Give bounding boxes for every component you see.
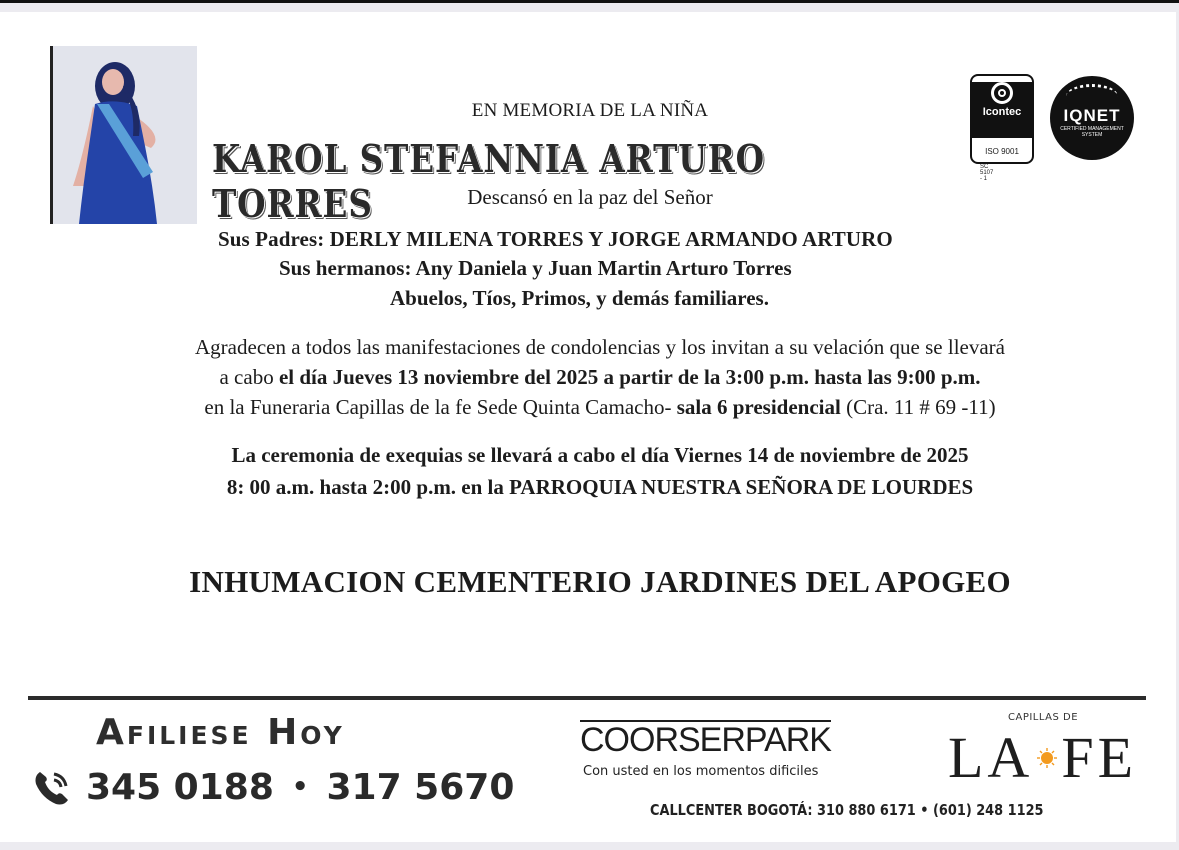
exequias-line-2: 8: 00 a.m. hasta 2:00 p.m. en la PARROQUIA NUESTRA SEÑORA DE LOURDES (226, 475, 974, 499)
callcenter-line: CALLCENTER BOGOTÁ: 310 880 6171 • (601) 248 1125 (650, 801, 1044, 819)
velacion-address: (Cra. 11 # 69 -11) (840, 395, 996, 419)
top-border (0, 0, 1179, 3)
iqnet-logo (1050, 76, 1134, 160)
sun-icon (1037, 748, 1057, 768)
icontec-label: Icontec (982, 106, 1022, 118)
coorserpark-tagline: Con usted en los momentos dificiles (583, 764, 819, 779)
velacion-venue: en la Funeraria Capillas de la fe Sede Quinta Camacho- (204, 395, 677, 419)
iqnet-sub: CERTIFIED MANAGEMENT SYSTEM (1060, 126, 1124, 138)
velacion-line-1: Agradecen a todos las manifestaciones de condolencias y los invitan a su velación que se llevará (195, 335, 1005, 359)
lafe-left: LA (948, 725, 1034, 790)
velacion-line-3 (60, 395, 1140, 420)
lafe-right: FE (1061, 725, 1138, 790)
phone-numbers (32, 766, 514, 808)
deceased-name: KAROL STEFANNIA ARTURO TORRES (212, 136, 765, 226)
velacion-date-time: el día Jueves 13 noviembre del 2025 a partir de la 3:00 p.m. hasta las 9:00 p.m. (278, 365, 981, 389)
exequias-line-1: La ceremonia de exequias se llevará a cabo el día Viernes 14 de noviembre de 2025 (231, 443, 969, 467)
afiliese-heading: Afiliese Hoy (96, 712, 345, 753)
parents-line: Sus Padres: DERLY MILENA TORRES Y JORGE ARMANDO ARTURO (218, 227, 893, 251)
lafe-caption: CAPILLAS DE (1008, 712, 1079, 723)
icontec-ring-icon (991, 82, 1013, 104)
phone-separator: • (291, 772, 309, 802)
phone-1[interactable]: 345 0188 (86, 766, 274, 808)
portrait-image (53, 46, 197, 224)
memoria-heading: EN MEMORIA DE LA NIÑA (471, 100, 709, 121)
obituary-card (0, 12, 1176, 842)
velacion-line-2-prefix: a cabo (219, 365, 279, 389)
phone-2[interactable]: 317 5670 (326, 766, 515, 808)
memorial-photo (50, 46, 197, 224)
coorserpark-logo: COORSERPARK (580, 721, 831, 759)
icontec-logo (970, 74, 1034, 164)
velacion-line-2 (60, 365, 1140, 390)
inhumacion-line: INHUMACION CEMENTERIO JARDINES DEL APOGEO (189, 564, 1011, 599)
descanso-text: Descansó en la paz del Señor (467, 185, 713, 209)
relatives-line: Abuelos, Tíos, Primos, y demás familiares. (390, 286, 769, 310)
siblings-line: Sus hermanos: Any Daniela y Juan Martin Arturo Torres (279, 256, 792, 280)
footer-divider (28, 696, 1146, 700)
iqnet-label: IQNET (1063, 106, 1121, 125)
velacion-room: sala 6 presidencial (676, 395, 841, 419)
phone-icon (32, 766, 74, 808)
lafe-logo (948, 725, 1138, 790)
icontec-iso: ISO 9001 (985, 147, 1019, 156)
icontec-code: SC 5107 - 1 (980, 164, 994, 182)
